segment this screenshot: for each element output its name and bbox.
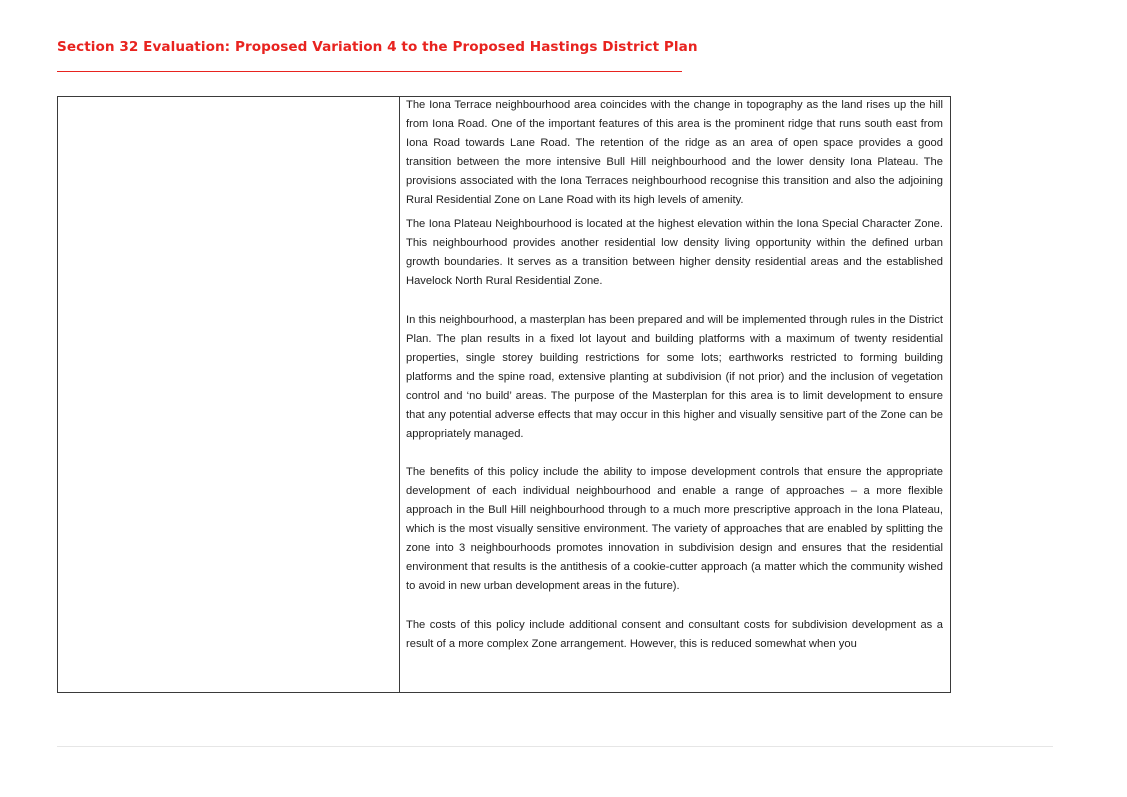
right-column-cell xyxy=(400,97,950,692)
paragraph-benefits: The benefits of this policy include the ability to impose development controls that ensure the appropriate development of each individual neighbourhood and enable a range of approaches – a more flexible approach in the Bull Hill neighbourhood through to a much more prescriptive approach in the Iona Plateau, which is the most visually sensitive environment. The variety of approaches that are enabled by splitting the zone into 3 neighbourhoods promotes innovation in subdivision design and ensures that the residential environment that results is the antithesis of a cookie-cutter approach (a matter which the community wished to avoid in new urban development areas in the future). xyxy=(406,466,943,592)
left-column-cell xyxy=(58,97,400,692)
footer-divider xyxy=(57,746,1053,747)
page-header xyxy=(57,37,698,57)
header-divider xyxy=(57,71,682,72)
paragraph-iona-terrace: The Iona Terrace neighbourhood area coincides with the change in topography as the land rises up the hill from Iona Road. One of the important features of this area is the prominent ridge that runs south east from Iona Road towards Lane Road. The retention of the ridge as an area of open space provides a good transition between the more intensive Bull Hill neighbourhood and the lower density Iona Plateau. The provisions associated with the Iona Terraces neighbourhood recognise this transition and also the adjoining Rural Residential Zone on Lane Road with its high levels of amenity. xyxy=(406,99,943,206)
paragraph-costs: The costs of this policy include additional consent and consultant costs for subdivision development as a result of a more complex Zone arrangement. However, this is reduced somewhat when you xyxy=(406,618,943,650)
paragraph-masterplan: In this neighbourhood, a masterplan has been prepared and will be implemented through rules in the District Plan. The plan results in a fixed lot layout and building platforms with a maximum of twenty residential properties, single storey building restrictions for some lots; earthworks restricted to forming building platforms and the spine road, extensive planting at subdivision (if not prior) and the inclusion of vegetation control and ‘no build’ areas. The purpose of the Masterplan for this area is to limit development to ensure that any potential adverse effects that may occur in this higher and visually sensitive part of the Zone can be appropriately managed. xyxy=(406,314,943,440)
page-title: Section 32 Evaluation: Proposed Variation 4 to the Proposed Hastings District Plan xyxy=(57,39,698,55)
paragraph-iona-plateau: The Iona Plateau Neighbourhood is located at the highest elevation within the Iona Special Character Zone. This neighbourhood provides another residential low density living opportunity within the defined urban growth boundaries. It serves as a transition between higher density residential areas and the established Havelock North Rural Residential Zone. xyxy=(406,218,943,288)
evaluation-table xyxy=(57,96,951,693)
